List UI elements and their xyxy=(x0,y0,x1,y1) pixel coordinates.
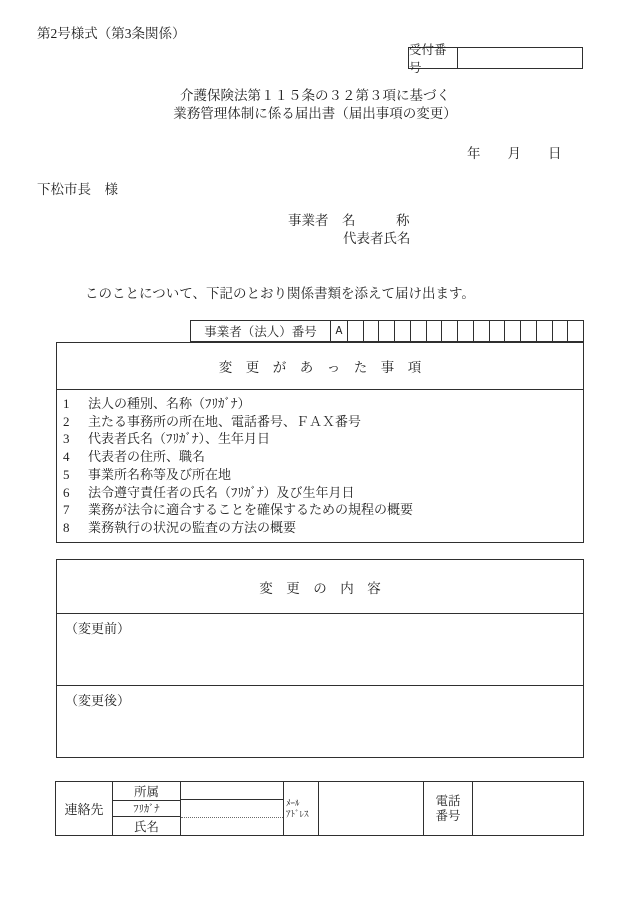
contact-row-labels xyxy=(113,782,181,835)
item-number: 6 xyxy=(63,484,70,500)
furigana-value[interactable] xyxy=(181,800,283,818)
applicant-block xyxy=(288,212,411,248)
change-before-label: （変更前） xyxy=(65,621,131,636)
representative-name-label: 代表者氏名 xyxy=(343,231,411,246)
item-text: 業務が法令に適合することを確保するための規程の概要 xyxy=(88,502,414,518)
reception-number-label: 受付番号 xyxy=(408,47,457,69)
change-after-label: （変更後） xyxy=(65,693,131,708)
change-after-area[interactable] xyxy=(57,686,583,757)
changed-item-row xyxy=(57,519,583,537)
changed-items-header: 変 更 が あ っ た 事 項 xyxy=(57,343,583,390)
business-number-grid xyxy=(190,320,584,342)
reception-number-box xyxy=(408,43,583,75)
change-before-area[interactable] xyxy=(57,614,583,686)
item-text: 法人の種別、名称（ﾌﾘｶﾞﾅ） xyxy=(88,396,251,411)
business-number-digit-cell[interactable] xyxy=(441,321,457,341)
change-details-box xyxy=(56,559,584,758)
business-number-digit-cell[interactable] xyxy=(552,321,568,341)
email-label-line1: ﾒｰﾙ xyxy=(286,797,300,808)
item-number: 8 xyxy=(63,519,70,535)
item-text: 代表者の住所、職名 xyxy=(88,449,206,465)
business-number-digit-cell[interactable] xyxy=(536,321,552,341)
addressee: 下松市長 様 xyxy=(37,182,118,197)
item-number: 7 xyxy=(63,502,70,518)
business-number-digit-cell[interactable] xyxy=(567,321,583,341)
item-number: 3 xyxy=(63,431,70,447)
item-number: 2 xyxy=(63,413,70,429)
changed-item-row xyxy=(57,430,583,448)
email-label-line2: ｱﾄﾞﾚｽ xyxy=(286,808,309,819)
phone-label-line2: 番号 xyxy=(435,808,461,823)
business-number-digit-cell[interactable] xyxy=(489,321,505,341)
name-label: 氏名 xyxy=(133,820,159,834)
business-number-prefix-cell: A xyxy=(330,321,347,341)
business-number-digit-cell[interactable] xyxy=(473,321,489,341)
item-number: 4 xyxy=(63,449,70,465)
changed-item-row xyxy=(57,448,583,466)
item-text: 法令遵守責任者の氏名（ﾌﾘｶﾞﾅ）及び生年月日 xyxy=(88,484,355,500)
changed-item-row xyxy=(57,466,583,484)
phone-number-label xyxy=(424,782,473,835)
reception-number-value[interactable] xyxy=(457,47,583,69)
department-value[interactable] xyxy=(181,782,283,800)
changed-items-list xyxy=(57,390,583,537)
declaration-text: このことについて、下記のとおり関係書類を添えて届け出ます。 xyxy=(85,286,475,301)
business-number-digit-cell[interactable] xyxy=(457,321,473,341)
change-details-header: 変 更 の 内 容 xyxy=(57,560,583,614)
contact-row-values xyxy=(181,782,284,835)
business-number-label: 事業者（法人）番号 xyxy=(204,325,317,339)
date-line: 年 月 日 xyxy=(467,146,562,161)
business-number-digit-cell[interactable] xyxy=(410,321,426,341)
department-label: 所属 xyxy=(113,782,180,801)
furigana-label: ﾌﾘｶﾞﾅ xyxy=(113,801,180,817)
business-number-digit-cell[interactable] xyxy=(378,321,394,341)
email-address-label xyxy=(284,782,319,835)
changed-item-row xyxy=(57,413,583,431)
changed-items-box xyxy=(56,342,584,543)
contact-label: 連絡先 xyxy=(56,782,113,835)
business-number-digit-cell[interactable] xyxy=(426,321,442,341)
changed-item-row xyxy=(57,395,583,413)
document-title-line1: 介護保険法第１１５条の３２第３項に基づく xyxy=(180,88,450,103)
name-value[interactable] xyxy=(181,818,283,835)
business-number-digit-cell[interactable] xyxy=(363,321,379,341)
contact-table xyxy=(55,781,584,836)
document-title-line2: 業務管理体制に係る届出書（届出事項の変更） xyxy=(173,106,457,121)
item-number: 1 xyxy=(63,396,70,411)
item-text: 代表者氏名（ﾌﾘｶﾞﾅ）、生年月日 xyxy=(88,431,271,447)
business-number-digit-cell[interactable] xyxy=(504,321,520,341)
changed-item-row xyxy=(57,501,583,519)
item-text: 主たる事務所の所在地、電話番号、ＦＡＸ番号 xyxy=(88,413,362,429)
business-number-digit-cell[interactable] xyxy=(520,321,536,341)
item-text: 事業所名称等及び所在地 xyxy=(88,466,232,482)
changed-item-row xyxy=(57,484,583,502)
phone-number-value[interactable] xyxy=(473,782,583,835)
phone-label-line1: 電話 xyxy=(435,793,461,808)
business-number-digit-cell[interactable] xyxy=(394,321,410,341)
form-number-label: 第2号様式（第3条関係） xyxy=(37,26,186,41)
email-address-value[interactable] xyxy=(319,782,424,835)
item-number: 5 xyxy=(63,466,70,482)
business-number-digit-cell[interactable] xyxy=(347,321,363,341)
applicant-name-label: 事業者 名 称 xyxy=(288,213,410,228)
item-text: 業務執行の状況の監査の方法の概要 xyxy=(88,519,297,535)
